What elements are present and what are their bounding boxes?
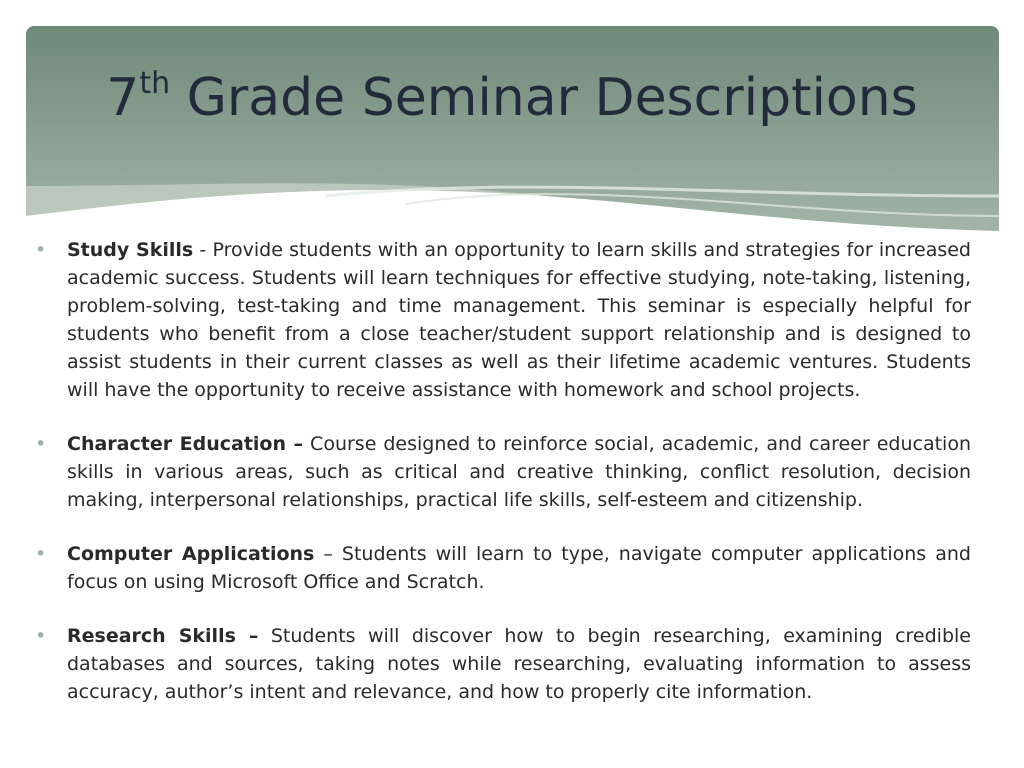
- seminar-separator: [258, 625, 270, 647]
- title-banner: [26, 26, 999, 256]
- bullet-icon: •: [35, 433, 47, 455]
- seminar-term: Study Skills: [67, 239, 194, 261]
- seminar-item-study-skills: [34, 236, 971, 404]
- title-superscript: th: [139, 66, 171, 101]
- seminar-description: Provide students with an opportunity to learn skills and strategies for increased academic success. Students will learn techniques for effective studying, note-taking, listening, problem-solving, test-taking and time management. This seminar is especially helpful for students who benefit from a close teacher/student support relationship and is designed to assist students in their current classes as well as their lifetime academic ventures. Students will have the opportunity to receive assistance with homework and school projects.: [67, 239, 971, 401]
- seminar-term: Research Skills –: [67, 625, 259, 647]
- wave-decoration: [26, 26, 999, 256]
- bullet-icon: •: [35, 625, 47, 647]
- seminar-separator: –: [314, 543, 342, 565]
- seminar-description: Course designed to reinforce social, academic, and career education skills in various areas, such as critical and creative thinking, conflict resolution, decision making, interpersonal relationships, practical life skills, self-esteem and citizenship.: [67, 433, 971, 511]
- seminar-description: Students will learn to type, navigate computer applications and focus on using Microsoft Office and Scratch.: [67, 543, 971, 593]
- bullet-icon: •: [35, 543, 47, 565]
- title-rest: Grade Seminar Descriptions: [170, 68, 918, 128]
- seminar-item-character-education: [34, 430, 971, 514]
- seminar-list: [34, 236, 971, 732]
- seminar-item-computer-applications: [34, 540, 971, 596]
- seminar-item-research-skills: [34, 622, 971, 706]
- seminar-separator: [303, 433, 310, 455]
- seminar-term: Character Education –: [67, 433, 304, 455]
- seminar-separator: -: [193, 239, 213, 261]
- seminar-description: Students will discover how to begin researching, examining credible databases and sources, taking notes while researching, evaluating information to assess accuracy, author’s intent and relevance, and how to properly cite information.: [67, 625, 971, 703]
- seminar-term: Computer Applications: [67, 543, 315, 565]
- bullet-icon: •: [35, 239, 47, 261]
- title-main: 7: [106, 68, 140, 128]
- slide-title: [0, 66, 1024, 128]
